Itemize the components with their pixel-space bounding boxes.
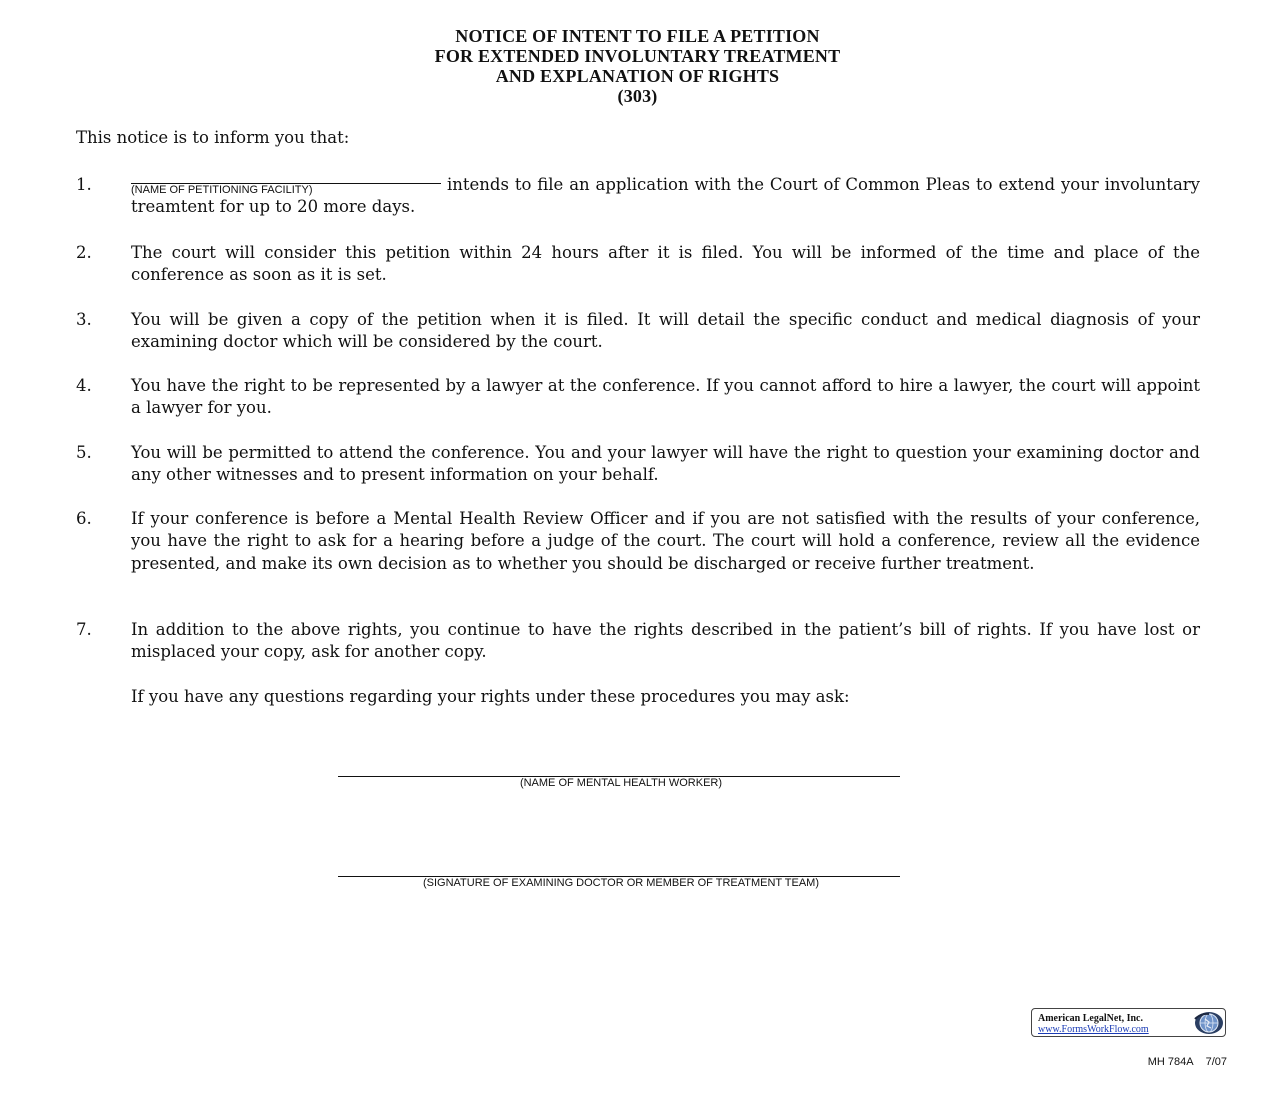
form-date: 7/07 <box>1205 1056 1227 1068</box>
list-item-6 <box>76 508 1200 575</box>
logo-company-name: American LegalNet, Inc. <box>1038 1013 1143 1024</box>
item-number: 3. <box>76 310 92 329</box>
list-item-1 <box>76 174 1200 219</box>
globe-icon <box>1189 1011 1225 1035</box>
form-identifier <box>1148 1056 1227 1069</box>
item-number: 6. <box>76 509 92 528</box>
item-1-text: intends to file an application with the Court of Common Pleas to extend your involuntary treamtent for up to 20 more days. <box>131 175 1200 217</box>
item-text: You will be given a copy of the petition when it is filed. It will detail the specific conduct and medical diagnosis of your examining doctor which will be considered by the court. <box>131 310 1200 352</box>
item-text: You have the right to be represented by a lawyer at the conference. If you cannot afford to hire a lawyer, the court will appoint a lawyer for you. <box>131 376 1200 418</box>
document-title <box>0 26 1275 106</box>
title-line-1: NOTICE OF INTENT TO FILE A PETITION <box>455 26 820 46</box>
item-text: You will be permitted to attend the conference. You and your lawyer will have the right to question your examining doctor and any other witnesses and to present information on your behalf. <box>131 443 1200 485</box>
list-item-5 <box>76 442 1200 487</box>
list-item-7 <box>76 619 1200 664</box>
mental-health-worker-caption: (NAME OF MENTAL HEALTH WORKER) <box>519 777 723 789</box>
petitioning-facility-field[interactable] <box>131 174 441 196</box>
item-text: The court will consider this petition within 24 hours after it is filed. You will be informed of the time and place of the conference as soon as it is set. <box>131 243 1200 285</box>
logo-url-link[interactable]: www.FormsWorkFlow.com <box>1038 1024 1149 1035</box>
list-item-3 <box>76 309 1200 354</box>
item-number: 2. <box>76 243 92 262</box>
intro-text: This notice is to inform you that: <box>76 128 350 147</box>
american-legalnet-logo[interactable] <box>1031 1008 1226 1037</box>
title-line-3: AND EXPLANATION OF RIGHTS <box>495 66 780 86</box>
item-text: If your conference is before a Mental Health Review Officer and if you are not satisfied with the results of your conference, you have the right to ask for a hearing before a judge of the court. The court will hold a conference, review all the evidence presented, and make its own decision as to whether you should be discharged or receive further treatment. <box>131 509 1200 573</box>
item-number: 7. <box>76 620 92 639</box>
item-text: In addition to the above rights, you continue to have the rights described in the patient’s bill of rights. If you have lost or misplaced your copy, ask for another copy. <box>131 620 1200 662</box>
title-line-2: FOR EXTENDED INVOLUNTARY TREATMENT <box>434 46 841 66</box>
item-number: 1. <box>76 175 92 194</box>
item-text <box>131 174 1200 219</box>
form-number: MH 784A <box>1147 1056 1194 1068</box>
list-item-2 <box>76 242 1200 287</box>
list-item-4 <box>76 375 1200 420</box>
title-line-4: (303) <box>617 86 658 106</box>
doctor-signature-caption: (SIGNATURE OF EXAMINING DOCTOR OR MEMBER OF TREATMENT TEAM) <box>422 877 820 889</box>
item-number: 5. <box>76 443 92 462</box>
petitioning-facility-caption: (NAME OF PETITIONING FACILITY) <box>131 184 313 196</box>
closing-text: If you have any questions regarding your rights under these procedures you may ask: <box>131 687 850 706</box>
item-number: 4. <box>76 376 92 395</box>
